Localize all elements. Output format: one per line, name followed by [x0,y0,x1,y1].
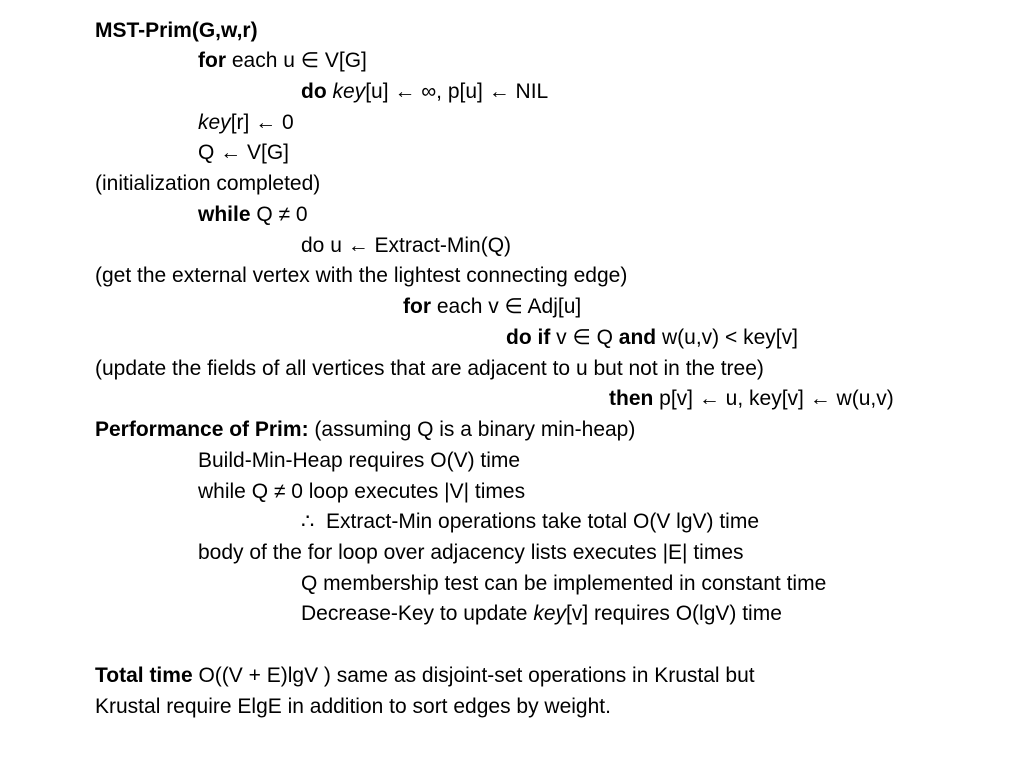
line-text: while Q ≠ 0 loop executes |V| times [198,480,526,503]
line-text: do u ← Extract-Min(Q) [301,234,512,257]
line-while [198,202,308,228]
line-text: v ∈ Q [550,326,619,349]
keyword-total-time: Total time [95,664,193,687]
perf-build-min-heap [198,448,520,474]
line-text: [r] ← 0 [230,111,294,134]
line-text: w(u,v) < key[v] [656,326,798,349]
comment-update-fields [95,356,764,382]
line-q-assign [198,140,289,166]
line-text: O((V + E)lgV ) same as disjoint-set operations in Krustal but [192,664,755,687]
keyword-for: for [198,49,226,72]
line-text: (assuming Q is a binary min-heap) [308,418,636,441]
comment-lightest-edge [95,263,627,289]
line-text: Q membership test can be implemented in constant time [301,572,827,595]
perf-membership-test [301,571,826,597]
line-key-r [198,110,294,136]
key-italic: key [533,602,566,625]
keyword-then: then [609,387,654,410]
line-for-each-u [198,48,367,74]
line-do-if [506,325,798,351]
line-text: (update the fields of all vertices that are adjacent to u but not in the tree) [95,357,764,380]
line-text: body of the for loop over adjacency lists executes |E| times [198,541,744,564]
key-italic: key [198,111,231,134]
keyword-do-if: do if [506,326,551,349]
line-text: each u ∈ V[G] [226,49,367,72]
line-text: Decrease-Key to update [301,602,534,625]
line-text: Q ≠ 0 [250,203,308,226]
line-text: each v ∈ Adj[u] [431,295,582,318]
keyword-while: while [198,203,251,226]
performance-heading [95,417,635,443]
line-text: (initialization completed) [95,172,321,195]
line-extract-min [301,233,511,259]
title-text: MST-Prim(G,w,r) [95,19,258,42]
perf-decrease-key [301,601,782,627]
line-text: (get the external vertex with the lightest connecting edge) [95,264,628,287]
line-text: Q ← V[G] [198,141,290,164]
line-text: [v] requires O(lgV) time [566,602,782,625]
algorithm-title [95,18,258,44]
line-text: ∴ Extract-Min operations take total O(V lgV) time [301,510,760,533]
total-time-line [95,663,755,689]
line-text: Build-Min-Heap requires O(V) time [198,449,521,472]
keyword-performance: Performance of Prim: [95,418,309,441]
keyword-for: for [403,295,431,318]
line-init-key [301,79,548,105]
line-text: [u] ← ∞, p[u] ← NIL [365,80,549,103]
perf-for-loop-body [198,540,744,566]
perf-while-loop [198,479,525,505]
total-time-continuation [95,694,611,720]
key-italic: key [332,80,366,103]
line-text: Krustal require ElgE in addition to sort edges by weight. [95,695,611,718]
perf-extract-min-total [301,509,759,535]
line-for-each-v [403,294,581,320]
keyword-do: do [301,80,327,103]
comment-initialization [95,171,320,197]
keyword-and: and [618,326,657,349]
line-then [609,386,894,412]
line-text: p[v] ← u, key[v] ← w(u,v) [653,387,894,410]
